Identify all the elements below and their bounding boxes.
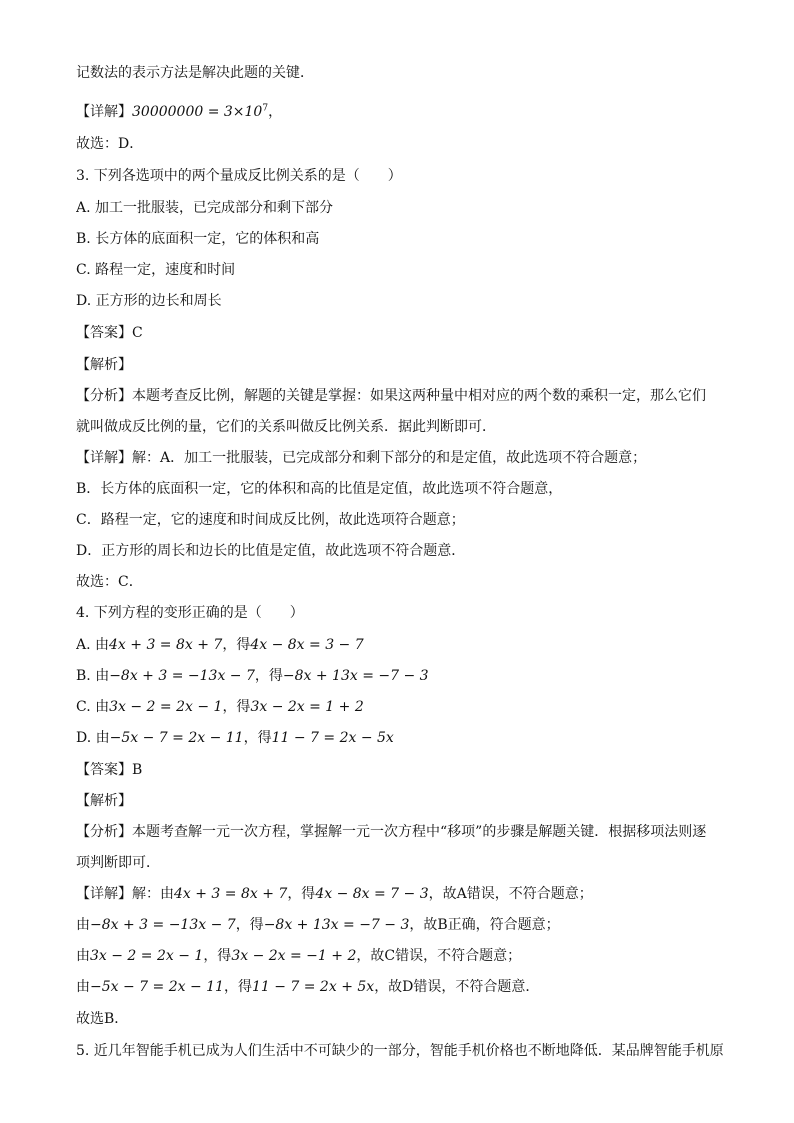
option-b (76, 665, 736, 687)
text-segment: ，得 (203, 948, 232, 964)
text-segment: C. 由 (76, 699, 110, 715)
text-segment: 【详解】 (76, 104, 132, 120)
text-segment: ，得 (222, 637, 251, 653)
text-line: 项判断即可． (76, 855, 160, 871)
text-line: 故选B． (76, 1011, 129, 1027)
option-d (76, 727, 736, 749)
math-expression: 11 − 7 = 2x − 5x (271, 730, 394, 746)
option-a (76, 634, 736, 656)
text-segment: B. 由 (76, 668, 110, 684)
answer-label: 【答案】C (76, 325, 143, 341)
text-segment: ，得 (235, 917, 264, 933)
text-line: D．正方形的周长和边长的比值是定值，故此选项不符合题意． (76, 543, 466, 559)
math-expression: −8x + 13x = −7 − 3 (282, 668, 429, 684)
text-line (76, 883, 736, 905)
text-segment: D. 由 (76, 730, 110, 746)
math-expression: −5x − 7 = 2x − 11 (109, 730, 244, 746)
text-segment: ，得 (222, 699, 251, 715)
text-segment: ，得 (254, 668, 283, 684)
math-exponent: 7 (262, 103, 269, 114)
question-title: 3. 下列各选项中的两个量成反比例关系的是（ ） (76, 168, 402, 184)
math-expression: 3x − 2x = 1 + 2 (250, 699, 364, 715)
option-a: A. 加工一批服装，已完成部分和剩下部分 (76, 200, 334, 216)
text-line: 故选：D． (76, 136, 144, 152)
math-expression: 4x + 3 = 8x + 7 (174, 886, 288, 902)
text-segment: A. 由 (76, 637, 110, 653)
math-expression: 4x + 3 = 8x + 7 (109, 637, 223, 653)
text-line: B．长方体的底面积一定，它的体积和高的比值是定值，故此选项不符合题意， (76, 481, 563, 497)
text-line: 记数法的表示方法是解决此题的关键． (76, 65, 314, 81)
option-d: D. 正方形的边长和周长 (76, 293, 222, 309)
option-c (76, 696, 736, 718)
math-expression: 3x − 2 = 2x − 1 (109, 699, 223, 715)
math-expression: −8x + 3 = −13x − 7 (109, 668, 255, 684)
text-line: C．路程一定，它的速度和时间成反比例，故此选项符合题意； (76, 512, 465, 528)
math-expression: −8x + 3 = −13x − 7 (90, 917, 236, 933)
math-expression: 4x − 8x = 7 − 3 (315, 886, 429, 902)
question-title: 4. 下列方程的变形正确的是（ ） (76, 605, 304, 621)
text-line (76, 945, 736, 967)
question-title: 5. 近几年智能手机已成为人们生活中不可缺少的一部分，智能手机价格也不断地降低．某品牌智能手机原 (76, 1043, 724, 1059)
math-expression: 30000000 = 3×10 (132, 104, 263, 120)
text-line (76, 101, 736, 123)
text-segment: ， (268, 104, 283, 120)
text-segment: 【详解】解：由 (76, 886, 174, 902)
text-line: 【分析】本题考查反比例，解题的关键是掌握：如果这两种量中相对应的两个数的乘积一定，那么它们 (76, 388, 706, 404)
analysis-label: 【解析】 (76, 357, 132, 373)
text-segment: ，故A错误，不符合题意； (428, 886, 593, 902)
analysis-label: 【解析】 (76, 793, 132, 809)
math-expression: 3x − 2 = 2x − 1 (90, 948, 204, 964)
answer-label: 【答案】B (76, 762, 143, 778)
text-line: 故选：C． (76, 574, 143, 590)
math-expression: 3x − 2x = −1 + 2 (231, 948, 357, 964)
math-expression: −5x − 7 = 2x − 11 (90, 979, 224, 995)
text-segment: ，故B正确，符合题意； (409, 917, 560, 933)
option-b: B. 长方体的底面积一定，它的体积和高 (76, 231, 320, 247)
text-line (76, 914, 736, 936)
text-segment: ，故D错误，不符合题意． (374, 979, 540, 995)
math-expression: −8x + 13x = −7 − 3 (263, 917, 410, 933)
text-segment: ，得 (243, 730, 272, 746)
math-expression: 4x − 8x = 3 − 7 (250, 637, 364, 653)
text-line (76, 976, 736, 998)
option-c: C. 路程一定，速度和时间 (76, 262, 236, 278)
text-line: 【分析】本题考查解一元一次方程，掌握解一元一次方程中“移项”的步骤是解题关键．根据移项法则逐 (76, 824, 707, 840)
text-segment: ，得 (223, 979, 252, 995)
text-line: 就叫做成反比例的量，它们的关系叫做反比例关系．据此判断即可． (76, 419, 496, 435)
text-line: 【详解】解：A．加工一批服装，已完成部分和剩下部分的和是定值，故此选项不符合题意； (76, 450, 647, 466)
math-expression: 11 − 7 = 2x + 5x (251, 979, 375, 995)
text-segment: 由 (76, 948, 90, 964)
text-segment: ，得 (287, 886, 316, 902)
text-segment: ，故C错误，不符合题意； (356, 948, 522, 964)
text-segment: 由 (76, 979, 90, 995)
text-segment: 由 (76, 917, 90, 933)
